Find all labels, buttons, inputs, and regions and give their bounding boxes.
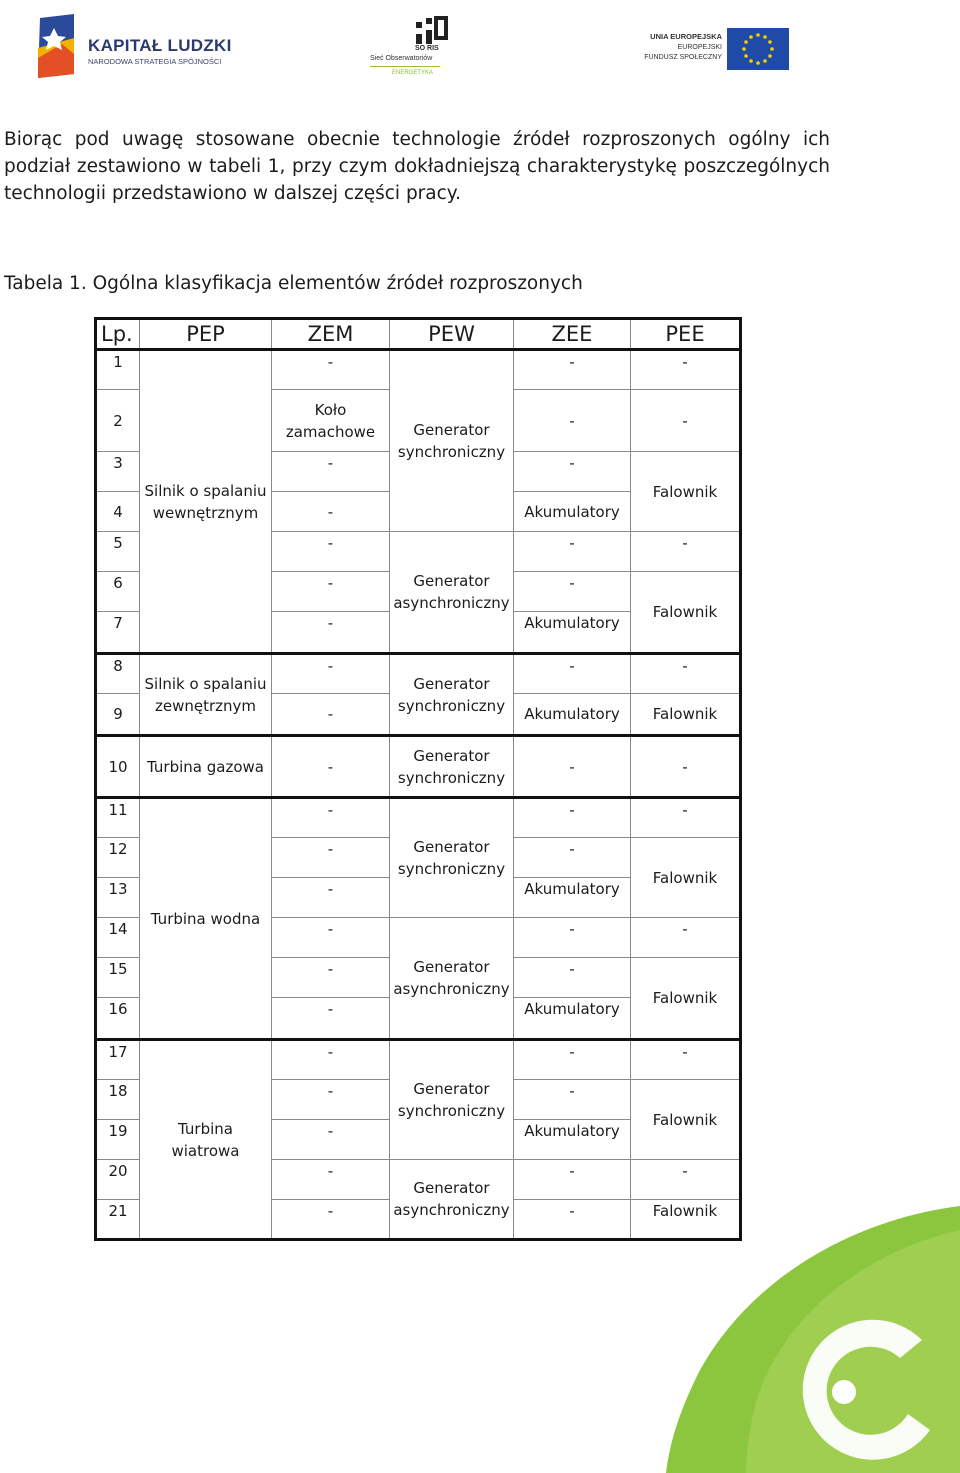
header-zem: ZEM: [272, 319, 390, 350]
zee-cell: -: [514, 654, 631, 694]
lp-cell: 6: [96, 572, 140, 612]
lp-cell: 1: [96, 350, 140, 390]
zee-cell: Akumulatory: [514, 878, 631, 918]
header-zee: ZEE: [514, 319, 631, 350]
zem-cell: -: [272, 1200, 390, 1240]
pee-cell: -: [631, 1040, 741, 1080]
pee-cell: -: [631, 350, 741, 390]
zee-cell: -: [514, 390, 631, 452]
zem-cell: -: [272, 1040, 390, 1080]
table-header-row: [96, 319, 741, 350]
header-pep: PEP: [140, 319, 272, 350]
zee-cell: -: [514, 1040, 631, 1080]
classification-table: [94, 317, 742, 1241]
pee-cell: Falownik: [631, 958, 741, 1040]
lp-cell: 16: [96, 998, 140, 1040]
zem-cell: -: [272, 958, 390, 998]
header-lp: Lp.: [96, 319, 140, 350]
zem-cell: -: [272, 838, 390, 878]
zee-cell: Akumulatory: [514, 998, 631, 1040]
zee-cell: -: [514, 1200, 631, 1240]
table-row: [96, 350, 741, 390]
pee-cell: Falownik: [631, 1200, 741, 1240]
zee-cell: Akumulatory: [514, 694, 631, 736]
pee-cell: -: [631, 798, 741, 838]
zem-cell: -: [272, 694, 390, 736]
zee-cell: -: [514, 736, 631, 798]
lp-cell: 5: [96, 532, 140, 572]
lp-cell: 10: [96, 736, 140, 798]
zee-cell: -: [514, 798, 631, 838]
lp-cell: 17: [96, 1040, 140, 1080]
pee-cell: Falownik: [631, 572, 741, 654]
zee-cell: -: [514, 1160, 631, 1200]
intro-paragraph: Biorąc pod uwagę stosowane obecnie technologie źródeł rozproszonych ogólny ich podział zestawiono w tabeli 1, przy czym dokładniejszą charakterystykę poszczególnych technologii przedstawiono w dalszej części pracy.: [4, 129, 830, 204]
lp-cell: 9: [96, 694, 140, 736]
pew-cell: Generator asynchroniczny: [390, 532, 514, 654]
lp-cell: 20: [96, 1160, 140, 1200]
pep-cell: Turbina gazowa: [140, 736, 272, 798]
zem-cell: -: [272, 350, 390, 390]
eu-line2: EUROPEJSKI: [677, 44, 722, 51]
pee-cell: -: [631, 532, 741, 572]
lp-cell: 19: [96, 1120, 140, 1160]
sor-logo: [366, 16, 476, 82]
pew-cell: Generator synchroniczny: [390, 350, 514, 532]
sor-rule: [370, 66, 440, 67]
zee-cell: Akumulatory: [514, 612, 631, 654]
table-row: [96, 654, 741, 694]
eu-line1: UNIA EUROPEJSKA: [650, 32, 722, 41]
eu-line3: FUNDUSZ SPOŁECZNY: [644, 54, 722, 61]
table-row: [96, 1040, 741, 1080]
zem-cell: -: [272, 572, 390, 612]
pee-cell: Falownik: [631, 694, 741, 736]
pee-cell: -: [631, 918, 741, 958]
zem-cell: -: [272, 918, 390, 958]
zem-cell: -: [272, 1160, 390, 1200]
zem-cell: -: [272, 798, 390, 838]
lp-cell: 15: [96, 958, 140, 998]
zee-cell: -: [514, 350, 631, 390]
zem-cell: -: [272, 998, 390, 1040]
kapital-ludzki-subtitle: NARODOWA STRATEGIA SPÓJNOŚCI: [88, 57, 222, 66]
lp-cell: 11: [96, 798, 140, 838]
sor-brand-text: SO RIS: [415, 45, 439, 52]
kapital-ludzki-logo: [34, 14, 234, 80]
zem-cell: -: [272, 612, 390, 654]
zem-cell: -: [272, 532, 390, 572]
zem-cell: -: [272, 452, 390, 492]
pep-cell: Silnik o spalaniu zewnętrznym: [140, 654, 272, 736]
zee-cell: -: [514, 1080, 631, 1120]
zee-cell: -: [514, 452, 631, 492]
pee-cell: Falownik: [631, 452, 741, 532]
sor-name-text: Sieć Obserwatoriów: [370, 55, 433, 62]
page-header: [0, 0, 960, 90]
zem-cell: -: [272, 492, 390, 532]
zee-cell: -: [514, 838, 631, 878]
pep-cell: Turbina wodna: [140, 798, 272, 1040]
lp-cell: 3: [96, 452, 140, 492]
zem-cell: -: [272, 1080, 390, 1120]
pee-cell: -: [631, 390, 741, 452]
pee-cell: -: [631, 736, 741, 798]
lp-cell: 14: [96, 918, 140, 958]
zee-cell: Akumulatory: [514, 492, 631, 532]
header-pee: PEE: [631, 319, 741, 350]
zem-cell: Koło zamachowe: [272, 390, 390, 452]
table-row: [96, 736, 741, 798]
sor-sub-text: ENERGETYKA: [392, 70, 434, 76]
pep-cell: Silnik o spalaniu wewnętrznym: [140, 350, 272, 654]
table-row: [96, 798, 741, 838]
lp-cell: 4: [96, 492, 140, 532]
pee-cell: Falownik: [631, 838, 741, 918]
header-pew: PEW: [390, 319, 514, 350]
lp-cell: 7: [96, 612, 140, 654]
lp-cell: 13: [96, 878, 140, 918]
lp-cell: 8: [96, 654, 140, 694]
lp-cell: 21: [96, 1200, 140, 1240]
pee-cell: -: [631, 1160, 741, 1200]
pee-cell: Falownik: [631, 1080, 741, 1160]
lp-cell: 12: [96, 838, 140, 878]
pew-cell: Generator asynchroniczny: [390, 918, 514, 1040]
zee-cell: Akumulatory: [514, 1120, 631, 1160]
pew-cell: Generator synchroniczny: [390, 654, 514, 736]
eu-flag-icon: [727, 28, 789, 70]
kapital-ludzki-flag-icon: [34, 14, 78, 78]
pew-cell: Generator synchroniczny: [390, 798, 514, 918]
pew-cell: Generator synchroniczny: [390, 1040, 514, 1160]
zee-cell: -: [514, 958, 631, 998]
zee-cell: -: [514, 572, 631, 612]
pee-cell: -: [631, 654, 741, 694]
zem-cell: -: [272, 736, 390, 798]
eu-logo: [634, 26, 794, 72]
zem-cell: -: [272, 1120, 390, 1160]
zem-cell: -: [272, 878, 390, 918]
table-caption: Tabela 1. Ogólna klasyfikacja elementów źródeł rozproszonych: [4, 273, 583, 294]
pew-cell: Generator asynchroniczny: [390, 1160, 514, 1240]
zee-cell: -: [514, 532, 631, 572]
lp-cell: 2: [96, 390, 140, 452]
zem-cell: -: [272, 654, 390, 694]
kapital-ludzki-title: KAPITAŁ LUDZKI: [88, 36, 232, 55]
pep-cell: Turbina wiatrowa: [140, 1040, 272, 1240]
zee-cell: -: [514, 918, 631, 958]
pew-cell: Generator synchroniczny: [390, 736, 514, 798]
green-swoosh-decoration: [600, 1200, 960, 1473]
lp-cell: 18: [96, 1080, 140, 1120]
